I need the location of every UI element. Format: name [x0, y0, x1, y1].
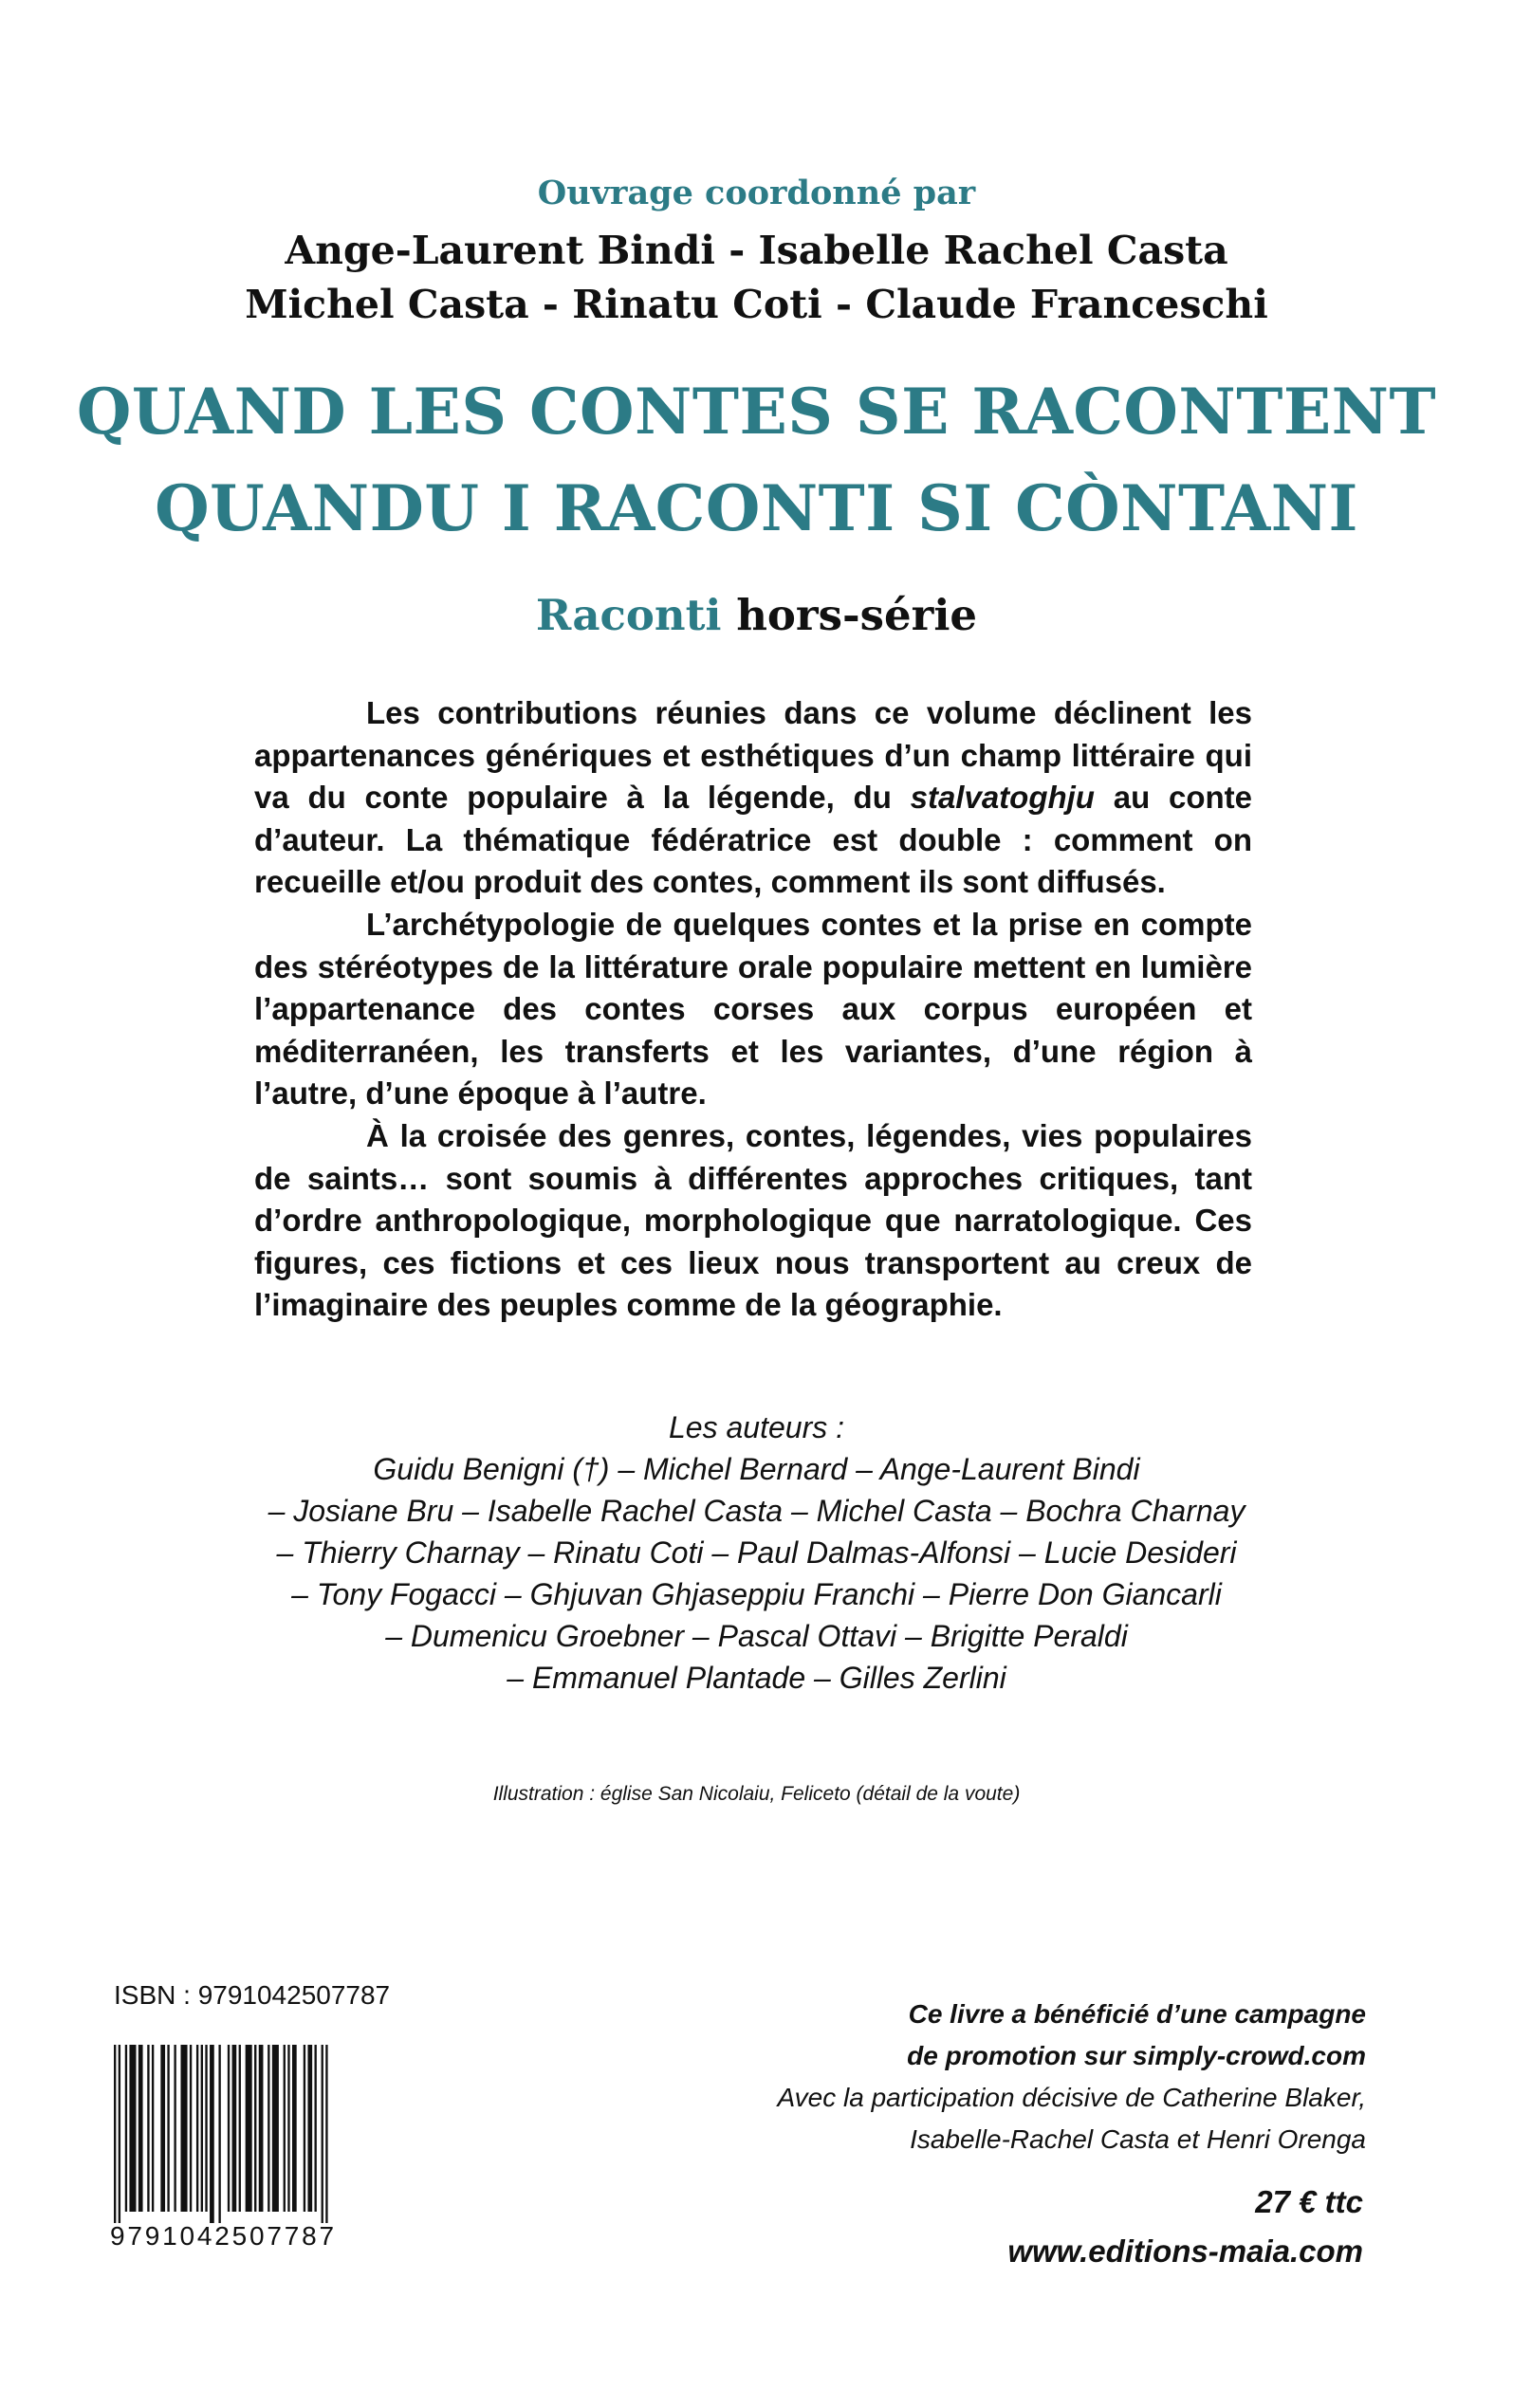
- barcode-bar: [246, 2045, 252, 2212]
- barcode-bar: [129, 2045, 136, 2212]
- barcode-bar: [304, 2045, 305, 2212]
- barcode-bar: [307, 2045, 312, 2212]
- summary-paragraph-2: L’archétypologie de quelques contes et la prise en compte des stéréotypes de la littérature orale populaire mettent en lumière l’appartenance des contes corses aux corpus européen et méditerranéen, les transferts et les variantes, d’une région à l’autre, d’une époque à l’autre.: [254, 906, 1252, 1112]
- authors-heading: Les auteurs :: [669, 1410, 844, 1444]
- authors-line: – Emmanuel Plantade – Gilles Zerlini: [507, 1661, 1006, 1695]
- publisher-website: www.editions-maia.com: [1007, 2233, 1363, 2269]
- barcode-bar: [287, 2045, 289, 2212]
- summary-paragraph-3: À la croisée des genres, contes, légendes, vies populaires de saints… sont soumis à différentes approches critiques, tant d’ordre anthropologique, morphologique que narratologique. Ces figures, ces fictions et ces lieux nous transportent au creux de l’imaginaire des peuples comme de la géographie.: [254, 1117, 1252, 1323]
- summary-p1-part-a: Les contributions réunies dans ce volume déclinent les appartenances génériques et esthétiques d’un champ littéraire qui va du conte populaire à la légende, du: [254, 695, 1252, 816]
- book-title-french: QUAND LES CONTES SE RACONTENT: [76, 375, 1437, 449]
- series-label: [0, 590, 1513, 640]
- price-label: 27 € ttc: [1255, 2184, 1363, 2219]
- barcode-bar: [284, 2045, 286, 2212]
- barcode-bar: [174, 2045, 175, 2212]
- barcode-bar: [181, 2045, 188, 2212]
- barcode-icon: [112, 2045, 415, 2223]
- barcode-bar: [228, 2045, 230, 2212]
- coordinators-line-1: Ange-Laurent Bindi - Isabelle Rachel Casta: [285, 228, 1228, 273]
- barcode-bar: [315, 2045, 317, 2212]
- authors-line: – Thierry Charnay – Rinatu Coti – Paul Dalmas-Alfonsi – Lucie Desideri: [276, 1535, 1237, 1570]
- barcode-digits: 9791042507787: [110, 2221, 337, 2251]
- barcode-bar: [210, 2045, 214, 2223]
- promo-line-3: Avec la participation décisive de Catherine Blaker,: [777, 2083, 1366, 2112]
- barcode-bar: [190, 2045, 192, 2212]
- barcode-bar: [205, 2045, 207, 2212]
- barcode-bar: [196, 2045, 198, 2212]
- summary-p1-part-b: au conte d’auteur. La thématique fédératrice est double : comment on recueille et/ou produit des contes, comment ils sont diffusés.: [254, 780, 1252, 900]
- summary-paragraph-1: [254, 692, 1252, 904]
- authors-line: – Tony Fogacci – Ghjuvan Ghjaseppiu Franchi – Pierre Don Giancarli: [291, 1577, 1222, 1611]
- barcode-bar: [167, 2045, 169, 2212]
- barcode-bar: [292, 2045, 297, 2212]
- summary-text: [254, 692, 1252, 1327]
- barcode-bar: [325, 2045, 327, 2223]
- coordinated-by-label: Ouvrage coordonné par: [537, 174, 976, 212]
- barcode-bar: [259, 2045, 264, 2212]
- illustration-credit: Illustration : église San Nicolaiu, Feliceto (détail de la voute): [492, 1783, 1021, 1805]
- authors-line: – Josiane Bru – Isabelle Rachel Casta – Michel Casta – Bochra Charnay: [268, 1494, 1245, 1528]
- book-title-corsican: QUANDU I RACONTI SI CÒNTANI: [155, 471, 1358, 545]
- promo-line-2: de promotion sur simply-crowd.com: [907, 2041, 1366, 2070]
- barcode-bar: [218, 2045, 220, 2223]
- barcode-bar: [201, 2045, 203, 2212]
- barcode-bar: [160, 2045, 165, 2212]
- barcode-bar: [272, 2045, 279, 2212]
- barcode-bar: [114, 2045, 116, 2223]
- barcode-bar: [232, 2045, 237, 2212]
- promo-line-4: Isabelle-Rachel Casta et Henri Orenga: [910, 2124, 1366, 2154]
- barcode-bar: [239, 2045, 241, 2212]
- barcode-bar: [138, 2045, 143, 2212]
- authors-list: [0, 1406, 1513, 1699]
- series-name: Raconti: [535, 590, 722, 640]
- barcode-bar: [152, 2045, 154, 2212]
- barcode-bar: [254, 2045, 256, 2212]
- barcode-bar: [147, 2045, 149, 2212]
- coordinators-line-2: Michel Casta - Rinatu Coti - Claude Franceschi: [245, 282, 1268, 327]
- summary-p1-italic: stalvatoghju: [910, 780, 1095, 816]
- barcode-bar: [119, 2045, 120, 2223]
- authors-line: Guidu Benigni (†) – Michel Bernard – Ange-Laurent Bindi: [373, 1452, 1140, 1486]
- isbn-label: ISBN : 9791042507787: [114, 1980, 391, 2010]
- series-suffix: hors-série: [736, 590, 978, 640]
- barcode-bar: [322, 2045, 323, 2223]
- barcode-bar: [268, 2045, 269, 2212]
- barcode-bar: [125, 2045, 127, 2212]
- promotion-note: [778, 1994, 1367, 2160]
- authors-line: – Dumenicu Groebner – Pascal Ottavi – Brigitte Peraldi: [385, 1619, 1128, 1653]
- promo-line-1: Ce livre a bénéficié d’une campagne: [908, 1999, 1366, 2029]
